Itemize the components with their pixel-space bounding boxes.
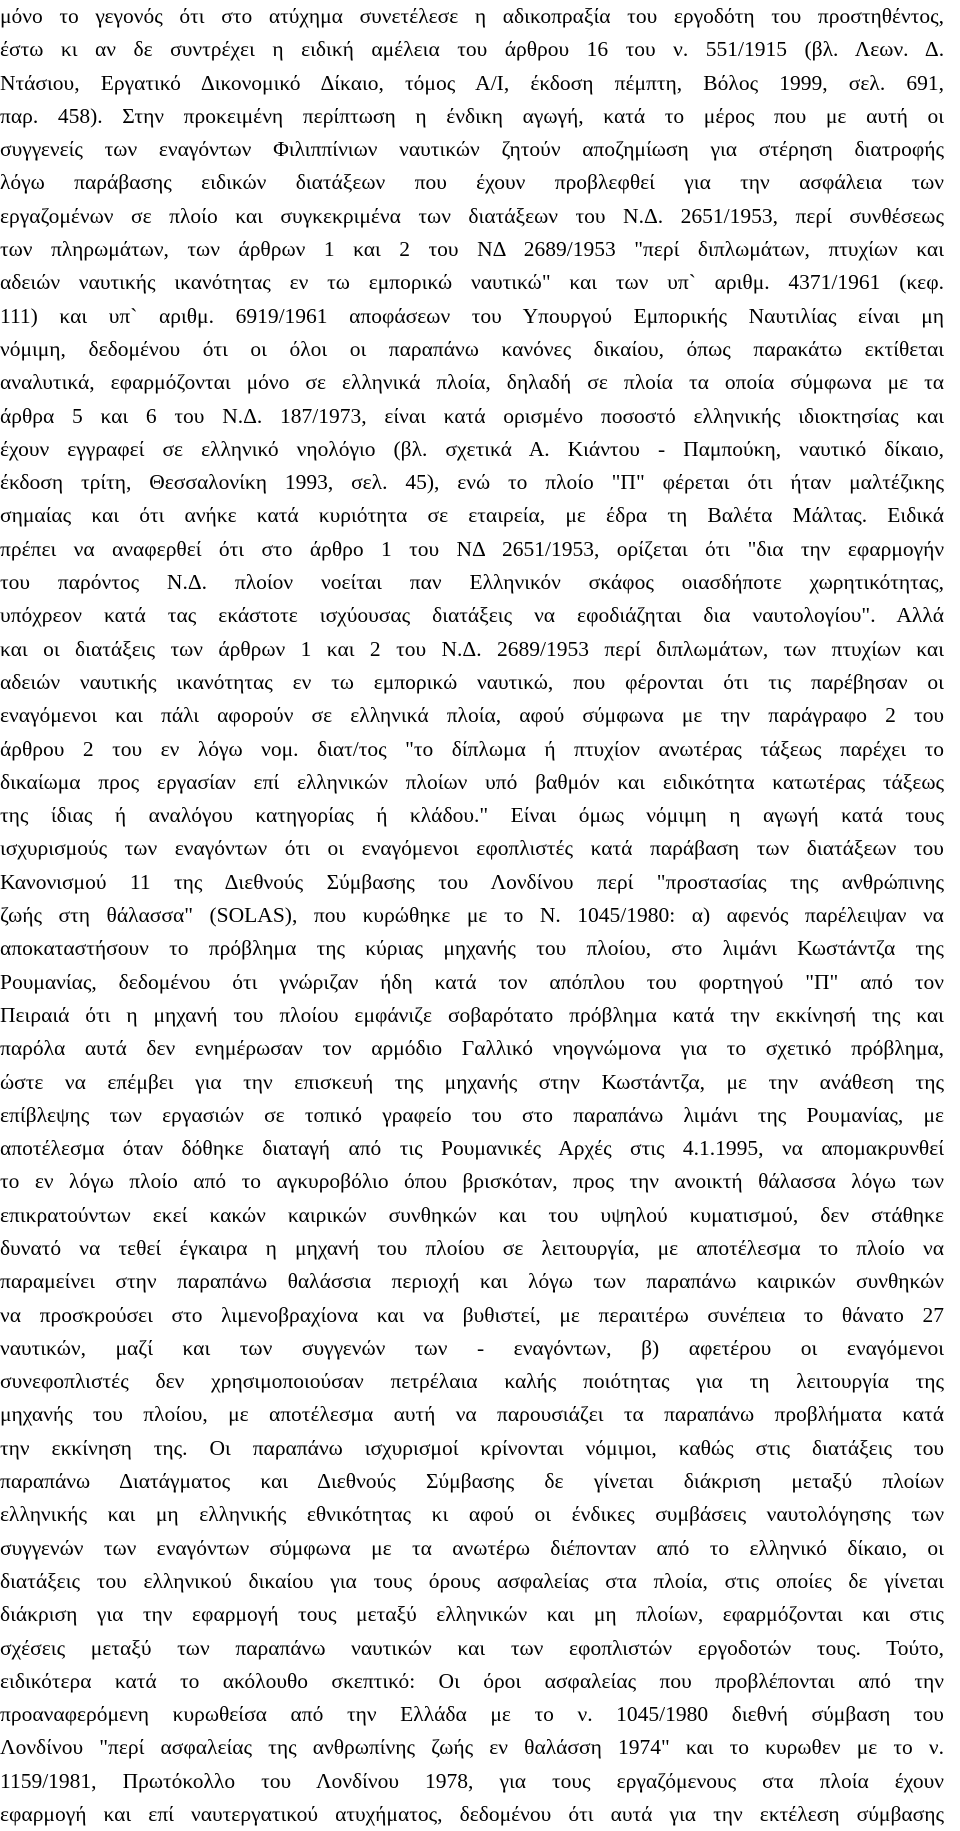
text-line: συγγενείς των εναγόντων Φιλιππίνιων ναυτικών ζητούν αποζημίωση για στέρηση διατροφής — [0, 137, 944, 162]
text-line: άρθρου 2 του εν λόγω νομ. διατ/τος "το δίπλωμα ή πτυχίον ανωτέρας τάξεως παρέχει το — [0, 736, 944, 761]
text-line: το εν λόγω πλοίο από το αγκυροβόλιο όπου βρισκόταν, προς την ανοικτή θάλασσα λόγω των — [0, 1169, 944, 1194]
text-line: λόγω παράβασης ειδικών διατάξεων που έχουν προβλεφθεί για την ασφάλεια των — [0, 170, 944, 195]
text-line: παρόλα αυτά δεν ενημέρωσαν τον αρμόδιο Γαλλικό νηογνώμονα για το σχετικό πρόβλημα, — [0, 1036, 944, 1061]
text-line: την εκκίνηση της. Οι παραπάνω ισχυρισμοί κρίνονται νόμιμοι, καθώς στις διατάξεις του — [0, 1435, 944, 1460]
text-line: των πληρωμάτων, των άρθρων 1 και 2 του ΝΔ 2689/1953 "περί διπλωμάτων, πτυχίων και — [0, 237, 944, 262]
text-line: ισχυρισμούς των εναγόντων ότι οι εναγόμενοι εφοπλιστές κατά παράβαση των διατάξεων του — [0, 836, 944, 861]
text-line: εργαζομένων σε πλοίο και συγκεκριμένα των διατάξεων του Ν.Δ. 2651/1953, περί συνθέσεως — [0, 203, 944, 228]
text-line: σημαίας και ότι ανήκε κατά κυριότητα σε εταιρεία, με έδρα τη Βαλέτα Μάλτας. Ειδικά — [0, 503, 944, 528]
text-line: επικρατούντων εκεί κακών καιρικών συνθηκών και του υψηλού κυματισμού, δεν στάθηκε — [0, 1202, 944, 1227]
text-line: ζωής στη θάλασσα" (SOLAS), που κυρώθηκε με το Ν. 1045/1980: α) αφενός παρέλειψαν να — [0, 903, 944, 928]
text-line: διάκριση για την εφαρμογή τους μεταξύ ελληνικών και μη πλοίων, εφαρμόζονται και στις — [0, 1602, 944, 1627]
text-line: προαναφερόμενη κυρωθείσα από την Ελλάδα με το ν. 1045/1980 διεθνή σύμβαση του — [0, 1702, 944, 1727]
text-line: Πειραιά ότι η μηχανή του πλοίου εμφάνιζε σοβαρότατο πρόβλημα κατά την εκκίνησή της και — [0, 1002, 944, 1027]
text-line: υπόχρεον κατά τας εκάστοτε ισχύουσας διατάξεις να εφοδιάζηται δια ναυτολογίου". Αλλά — [0, 603, 944, 628]
text-line: έκδοση τρίτη, Θεσσαλονίκη 1993, σελ. 45), ενώ το πλοίο "Π" φέρεται ότι ήταν μαλτέζικης — [0, 470, 944, 495]
text-line: να προσκρούσει στο λιμενοβραχίονα και να βυθιστεί, με περαιτέρω συνέπεια το θάνατο 27 — [0, 1302, 944, 1327]
text-line: δυνατό να τεθεί έγκαιρα η μηχανή του πλοίου σε λειτουργία, με αποτέλεσμα το πλοίο να — [0, 1235, 944, 1260]
text-line: ειδικότερα κατά το ακόλουθο σκεπτικό: Οι όροι ασφαλείας που προβλέπονται από την — [0, 1668, 944, 1693]
text-line: αποτέλεσμα όταν δόθηκε διαταγή από τις Ρουμανικές Αρχές στις 4.1.1995, να απομακρυνθεί — [0, 1136, 944, 1161]
text-line: του παρόντος Ν.Δ. πλοίον νοείται παν Ελληνικόν σκάφος οιασδήποτε χωρητικότητας, — [0, 570, 944, 595]
text-line: νόμιμη, δεδομένου ότι οι όλοι οι παραπάνω κανόνες δικαίου, όπως παρακάτω εκτίθεται — [0, 336, 944, 361]
text-line: και οι διατάξεις των άρθρων 1 και 2 του Ν.Δ. 2689/1953 περί διπλωμάτων, των πτυχίων και — [0, 636, 944, 661]
text-line: επίβλεψης των εργασιών σε τοπικό γραφείο του στο παραπάνω λιμάνι της Ρουμανίας, με — [0, 1102, 944, 1127]
text-line: αποκαταστήσουν το πρόβλημα της κύριας μηχανής του πλοίου, στο λιμάνι Κωστάντζα της — [0, 936, 944, 961]
text-line: παραπάνω Διατάγματος και Διεθνούς Σύμβασης δε γίνεται διάκριση μεταξύ πλοίων — [0, 1469, 944, 1494]
text-line: 1159/1981, Πρωτόκολλο του Λονδίνου 1978, για τους εργαζόμενους στα πλοία έχουν — [0, 1768, 944, 1793]
text-line: άρθρα 5 και 6 του Ν.Δ. 187/1973, είναι κατά ορισμένο ποσοστό ελληνικής ιδιοκτησίας και — [0, 403, 944, 428]
text-line: 111) και υπ` αριθμ. 6919/1961 αποφάσεων του Υπουργού Εμπορικής Ναυτιλίας είναι μη — [0, 303, 944, 328]
text-line: παρ. 458). Στην προκειμένη περίπτωση η ένδικη αγωγή, κατά το μέρος που με αυτή οι — [0, 103, 944, 128]
text-line: Λονδίνου "περί ασφαλείας της ανθρωπίνης ζωής εν θαλάσση 1974" και το κυρωθεν με το ν. — [0, 1735, 944, 1760]
text-line: μόνο το γεγονός ότι στο ατύχημα συνετέλεσε η αδικοπραξία του εργοδότη του προστηθέντος, — [0, 4, 944, 28]
text-line: διατάξεις του ελληνικού δικαίου για τους όρους ασφαλείας στα πλοία, στις οποίες δε γίνεται — [0, 1568, 944, 1593]
text-line: Ντάσιου, Εργατικό Δικονομικό Δίκαιο, τόμος Α/Ι, έκδοση πέμπτη, Βόλος 1999, σελ. 691, — [0, 70, 944, 95]
text-line: έχουν εγγραφεί σε ελληνικό νηολόγιο (βλ. σχετικά Α. Κιάντου - Παμπούκη, ναυτικό δίκαιο, — [0, 436, 944, 461]
text-line: συγγενών των εναγόντων σύμφωνα με τα ανωτέρω διέπονταν από το ελληνικό δίκαιο, οι — [0, 1535, 944, 1560]
text-line: πρέπει να αναφερθεί ότι στο άρθρο 1 του ΝΔ 2651/1953, ορίζεται ότι "δια την εφαρμογήν — [0, 536, 944, 561]
text-line: αδειών ναυτικής ικανότητας εν τω εμπορικώ ναυτικώ" και των υπ` αριθμ. 4371/1961 (κεφ. — [0, 270, 944, 295]
text-line: σχέσεις μεταξύ των παραπάνω ναυτικών και των εφοπλιστών εργοδοτών τους. Τούτο, — [0, 1635, 944, 1660]
text-line: παραμείνει στην παραπάνω θαλάσσια περιοχή και λόγω των παραπάνω καιρικών συνθηκών — [0, 1269, 944, 1294]
text-line: μηχανής του πλοίου, με αποτέλεσμα αυτή να παρουσιάζει τα παραπάνω προβλήματα κατά — [0, 1402, 944, 1427]
text-line: εναγόμενοι και πάλι αφορούν σε ελληνικά πλοία, αφού σύμφωνα με την παράγραφο 2 του — [0, 703, 944, 728]
text-line: ώστε να επέμβει για την επισκευή της μηχανής στην Κωστάντζα, με την ανάθεση της — [0, 1069, 944, 1094]
text-line: ναυτικών, μαζί και των συγγενών των - εναγόντων, β) αφετέρου οι εναγόμενοι — [0, 1335, 944, 1360]
text-line: αδειών ναυτικής ικανότητας εν τω εμπορικώ ναυτικώ, που φέρονται ότι τις παρέβησαν οι — [0, 669, 944, 694]
text-line: ελληνικής και μη ελληνικής εθνικότητας κι αφού οι ένδικες συμβάσεις ναυτολόγησης των — [0, 1502, 944, 1527]
text-line: δικαίωμα προς εργασίαν επί ελληνικών πλοίων υπό βαθμόν και ειδικότητα κατωτέρας τάξεως — [0, 769, 944, 794]
text-line: της ίδιας ή αναλόγου κατηγορίας ή κλάδου." Είναι όμως νόμιμη η αγωγή κατά τους — [0, 803, 944, 828]
text-line: συνεφοπλιστές δεν χρησιμοποιούσαν πετρέλαια καλής ποιότητας για τη λειτουργία της — [0, 1369, 944, 1394]
text-line: εφαρμογή και επί ναυτεργατικού ατυχήματος, δεδομένου ότι αυτά για την εκτέλεση σύμβασης — [0, 1802, 944, 1827]
text-line: έστω κι αν δε συντρέχει η ειδική αμέλεια του άρθρου 16 του ν. 551/1915 (βλ. Λεων. Δ. — [0, 37, 944, 62]
text-line: αναλυτικά, εφαρμόζονται μόνο σε ελληνικά πλοία, δηλαδή σε πλοία τα οποία σύμφωνα με τα — [0, 370, 944, 395]
text-line: Κανονισμού 11 της Διεθνούς Σύμβασης του Λονδίνου περί "προστασίας της ανθρώπινης — [0, 869, 944, 894]
text-line: Ρουμανίας, δεδομένου ότι γνώριζαν ήδη κατά τον απόπλου του φορτηγού "Π" από τον — [0, 969, 944, 994]
